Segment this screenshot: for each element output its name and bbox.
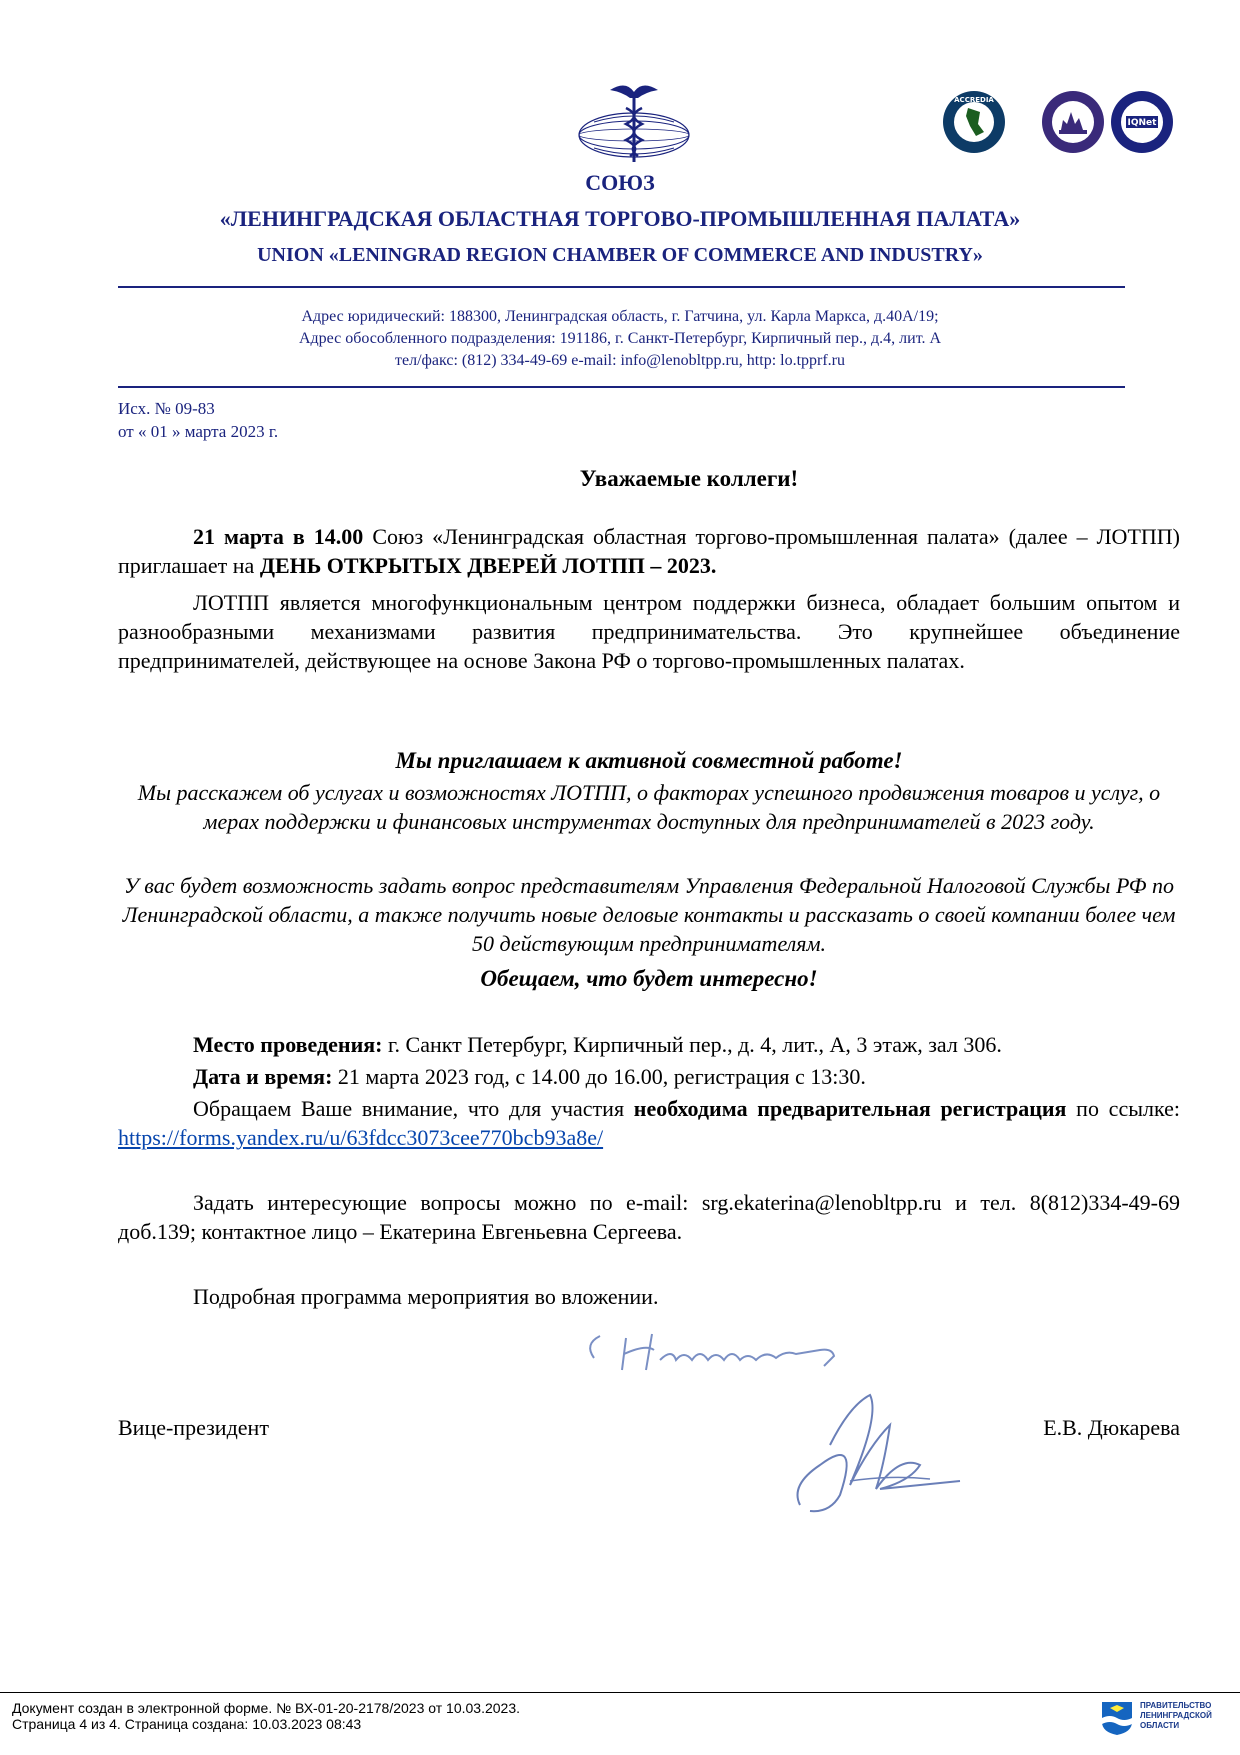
handwritten-note — [580, 1320, 850, 1380]
header-divider-top — [118, 286, 1125, 288]
registration-link-prefix: по ссылке: — [1066, 1096, 1180, 1121]
invite-services: Мы расскажем об услугах и возможностях ЛОТПП, о факторах успешного продвижения товаров и услуг, о мерах поддержки и финансовых инструментах доступных для предпринимателей в 2023 году. — [137, 780, 1161, 834]
signatory-name: Е.В. Дюкарева — [1043, 1415, 1180, 1440]
address-branch: Адрес обособленного подразделения: 191186, г. Санкт-Петербург, Кирпичный пер., д.4, лит. А — [298, 330, 942, 347]
chamber-logo — [574, 80, 694, 165]
invite-closing: Обещаем, что будет интересно! — [480, 966, 818, 991]
registration-link[interactable]: https://forms.yandex.ru/u/63fdcc3073cee770bcb93a8e/ — [118, 1125, 604, 1150]
about-paragraph: ЛОТПП является многофункциональным центром поддержки бизнеса, обладает большим опытом и разнообразными механизмами развития предпринимательства. Это крупнейшее объединение предпринимателей, действующее на основе Закона РФ о торгово-промышленных палатах. — [118, 590, 1180, 673]
invite-heading: Мы приглашаем к активной совместной работе! — [395, 748, 903, 773]
address-legal: Адрес юридический: 188300, Ленинградская область, г. Гатчина, ул. Карла Маркса, д.40А/19; — [301, 308, 939, 325]
time-label: Дата и время: — [193, 1064, 333, 1089]
footer-doc-info: Документ создан в электронной форме. № ВХ-01-20-2178/2023 от 10.03.2023. — [12, 1700, 520, 1716]
org-title-short: СОЮЗ — [585, 170, 655, 195]
invite-opportunity: У вас будет возможность задать вопрос представителям Управления Федеральной Налоговой Службы РФ по Ленинградской области, а также получить новые деловые контакты и рассказать о своей компании более чем 50 действующим предпринимателям. — [122, 873, 1176, 956]
accredia-badge-text: ACCREDIA — [954, 96, 994, 104]
outgoing-number: Исх. № 09-83 — [118, 399, 215, 418]
address-contacts: тел/факс: (812) 334-49-69 e-mail: info@lenobltpp.ru, http: lo.tpprf.ru — [394, 352, 846, 369]
intro-text: Союз «Ленинградская областная торгово-промышленная палата» (далее – ЛОТПП) приглашает на — [118, 524, 1180, 578]
iqnet-badge — [1110, 90, 1174, 154]
program-note: Подробная программа мероприятия во вложении. — [193, 1284, 659, 1309]
place-value: г. Санкт Петербург, Кирпичный пер., д. 4, лит., А, 3 этаж, зал 306. — [382, 1032, 1002, 1057]
event-date-bold: 21 марта в 14.00 — [193, 524, 364, 549]
accredia-badge — [942, 90, 1006, 154]
place-label: Место проведения: — [193, 1032, 383, 1057]
footer-divider — [0, 1692, 1240, 1693]
header-divider-bottom — [118, 386, 1125, 388]
intro-paragraph — [118, 522, 1180, 580]
registration-paragraph — [118, 1094, 1180, 1152]
contacts-paragraph: Задать интересующие вопросы можно по e-mail: srg.ekaterina@lenobltpp.ru и тел. 8(812)334-49-69 доб.139; контактное лицо – Екатерина Евгеньевна Сергеева. — [118, 1190, 1180, 1244]
registration-required-bold: необходима предварительная регистрация — [633, 1096, 1067, 1121]
event-place — [118, 1030, 1180, 1059]
signature-mark — [780, 1385, 970, 1525]
event-time — [118, 1062, 1180, 1091]
org-title-english: UNION «LENINGRAD REGION CHAMBER OF COMMERCE AND INDUSTRY» — [257, 244, 983, 266]
iqnet-badge-text: IQNet — [1127, 118, 1157, 128]
signatory-position: Вице-президент — [118, 1415, 269, 1440]
gov-emblem-icon — [1100, 1700, 1134, 1736]
outgoing-date: от « 01 » марта 2023 г. — [118, 422, 279, 441]
footer-page-info: Страница 4 из 4. Страница создана: 10.03.2023 08:43 — [12, 1716, 362, 1732]
certified-badge — [1041, 90, 1105, 154]
registration-text: Обращаем Ваше внимание, что для участия — [193, 1096, 634, 1121]
greeting: Уважаемые коллеги! — [579, 466, 799, 491]
gov-logo-text: ПРАВИТЕЛЬСТВО ЛЕНИНГРАДСКОЙ ОБЛАСТИ — [1140, 1701, 1212, 1730]
time-value: 21 марта 2023 год, с 14.00 до 16.00, регистрация с 13:30. — [332, 1064, 866, 1089]
event-title-bold: ДЕНЬ ОТКРЫТЫХ ДВЕРЕЙ ЛОТПП – 2023. — [259, 553, 717, 578]
org-title-full: «ЛЕНИНГРАДСКАЯ ОБЛАСТНАЯ ТОРГОВО-ПРОМЫШЛЕННАЯ ПАЛАТА» — [219, 206, 1021, 231]
